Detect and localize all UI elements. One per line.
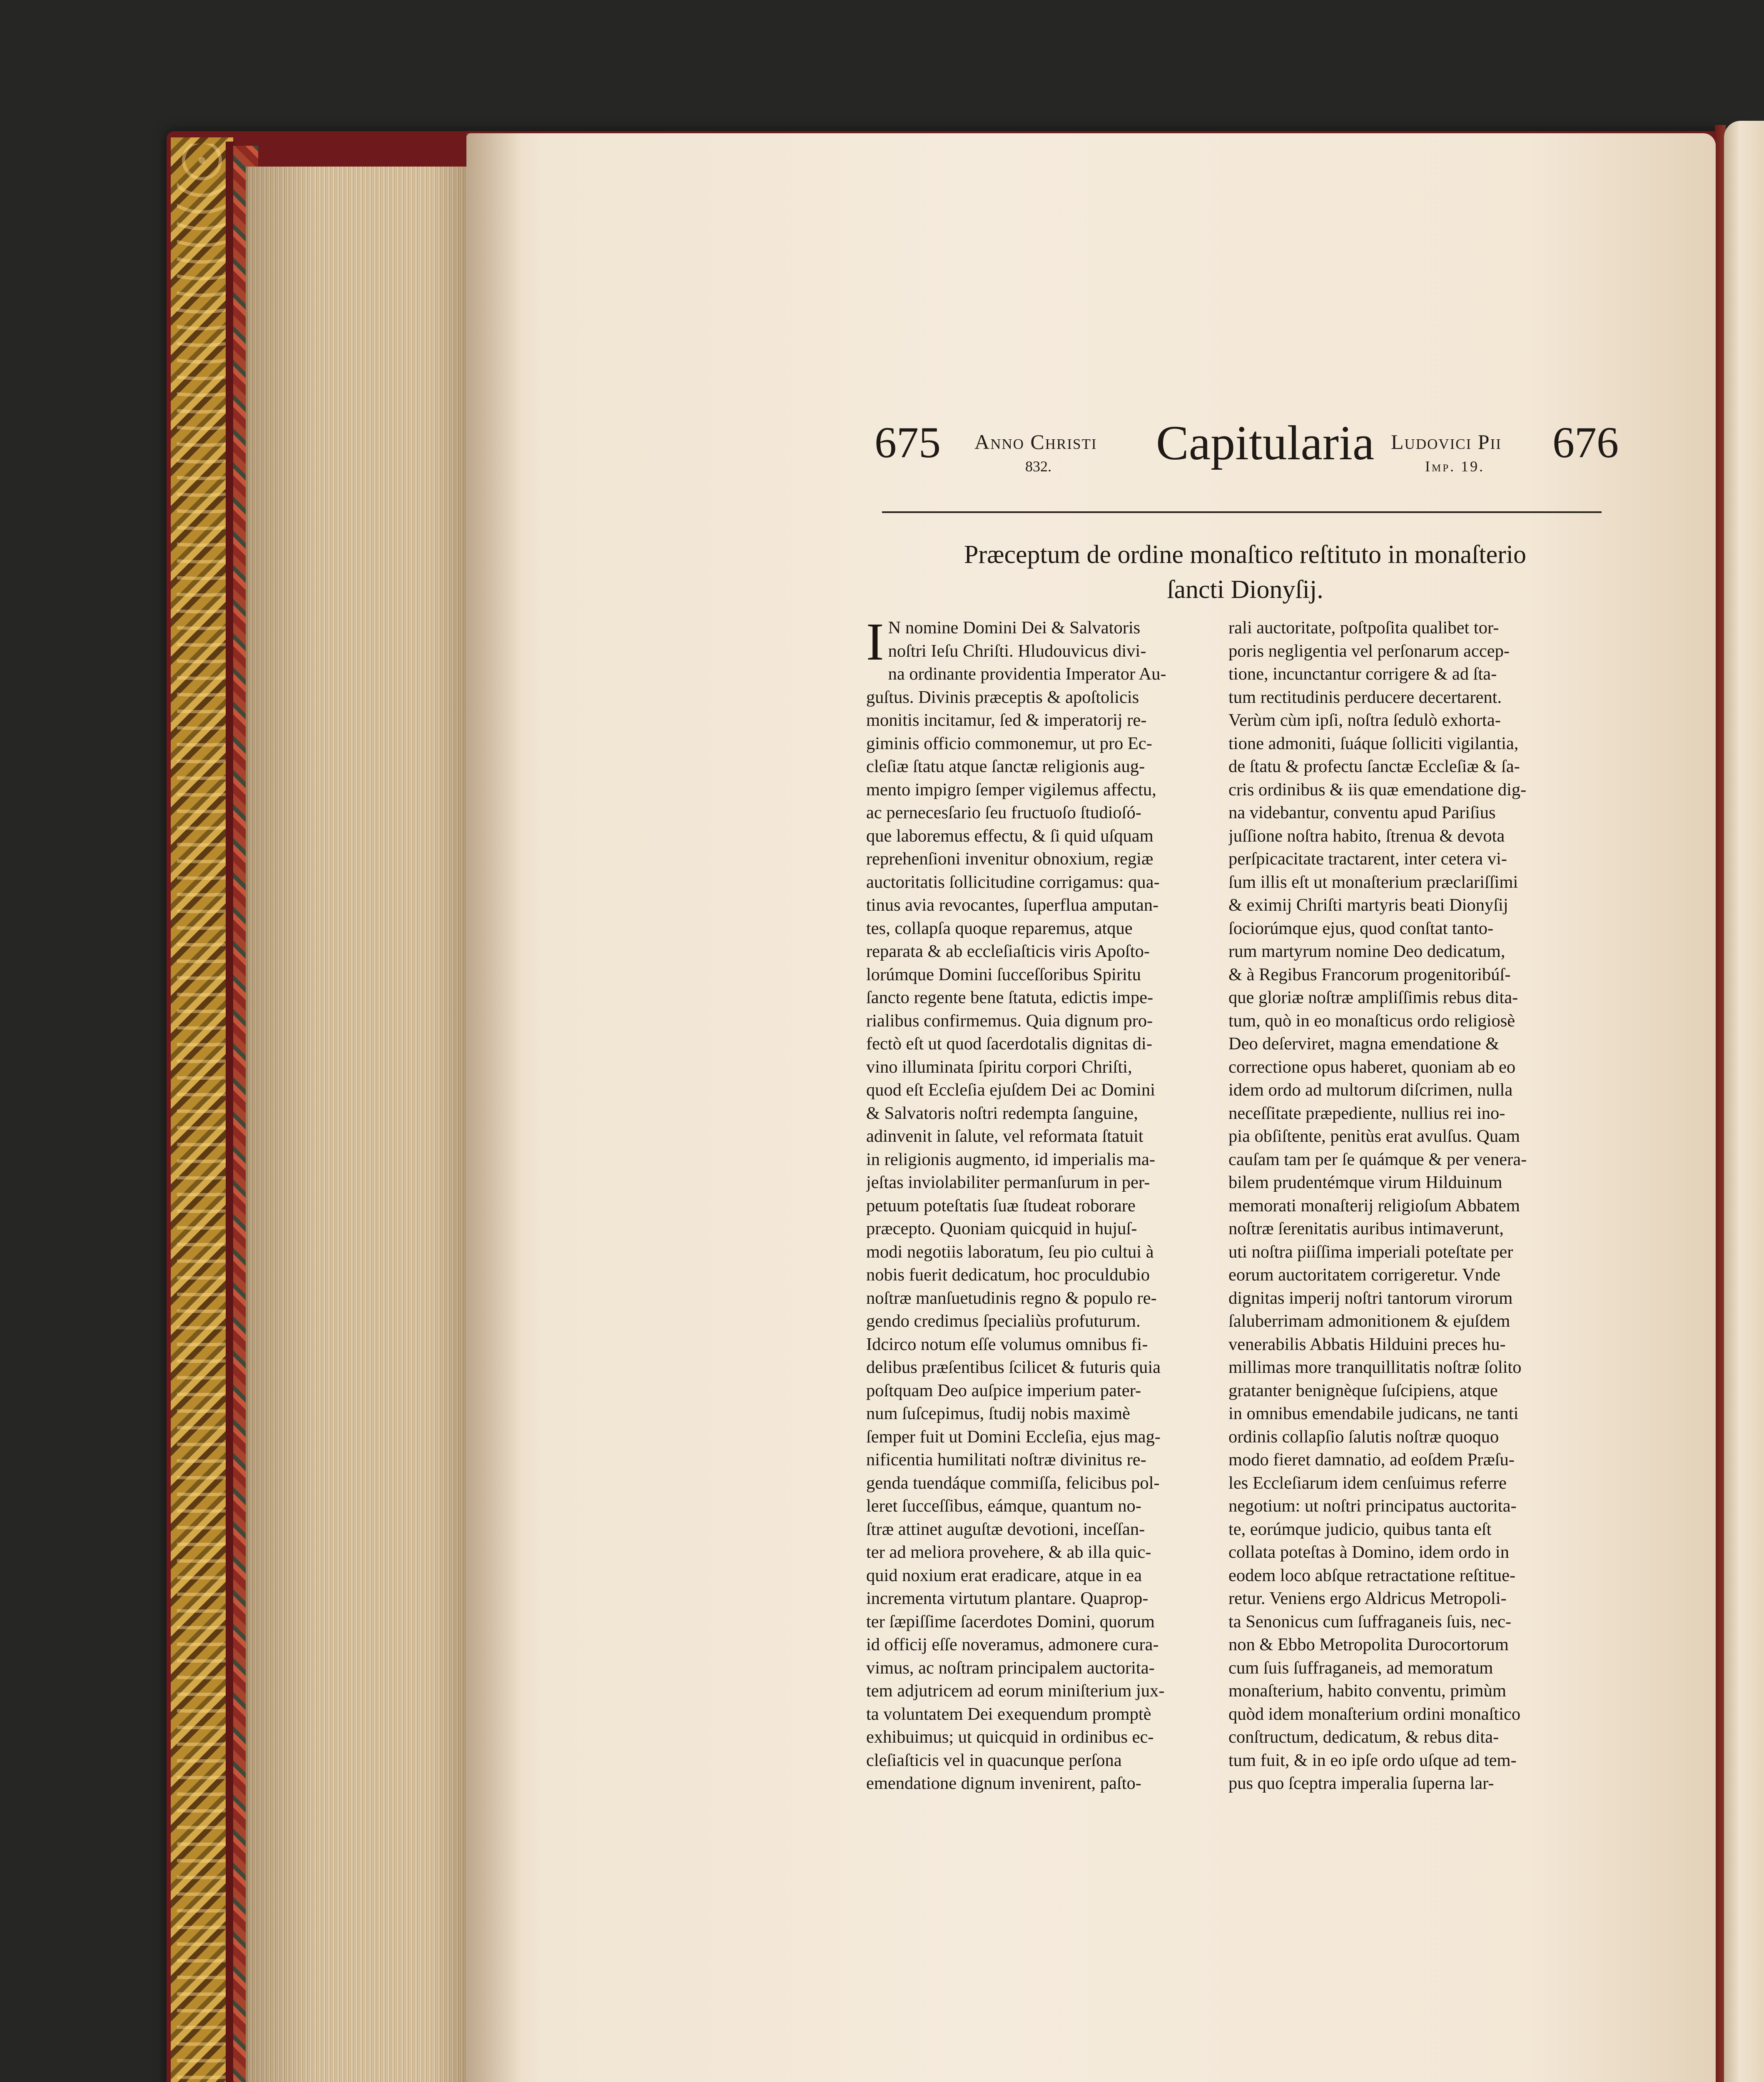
text-line: delibus præſentibus ſcilicet & futuris quia (866, 1357, 1161, 1377)
text-line: tes, collapſa quoque reparemus, atque (866, 918, 1133, 938)
text-line: id officij eſſe noveramus, admonere cura- (866, 1635, 1159, 1654)
text-line: vino illuminata ſpiritu corpori Chriſti, (866, 1057, 1132, 1077)
ludovici-label: Ludovici Pii (1391, 430, 1502, 453)
text-line: gendo credimus ſpecialiùs profuturum. (866, 1311, 1141, 1331)
text-line: retur. Veniens ergo Aldricus Metropoli- (1228, 1589, 1507, 1608)
text-line: genda tuendáque commiſſa, felicibus pol- (866, 1473, 1160, 1493)
text-line: cris ordinibus & iis quæ emendatione dig- (1228, 780, 1527, 799)
gilt-ornament (177, 144, 227, 2082)
text-line: eorum auctoritatem corrigeretur. Vnde (1228, 1265, 1500, 1285)
text-line: cum ſuis ſuffraganeis, ad memoratum (1228, 1658, 1493, 1678)
text-line: ſtræ attinet auguſtæ devotioni, inceſſan- (866, 1519, 1145, 1539)
text-line: memorati monaſterij religioſum Abbatem (1228, 1195, 1520, 1215)
text-line: præcepto. Quoniam quicquid in hujuſ- (866, 1219, 1137, 1238)
text-line: guſtus. Divinis præceptis & apoſtolicis (866, 687, 1139, 707)
text-line: eodem loco abſque retractatione reſtitue- (1228, 1565, 1516, 1585)
text-line: reprehenſioni invenitur obnoxium, regiæ (866, 849, 1154, 869)
text-line: rialibus confirmemus. Quia dignum pro- (866, 1011, 1153, 1031)
text-line: tum, quò in eo monaſticus ordo religiosè (1228, 1011, 1515, 1031)
text-line: poris negligentia vel perſonarum accep- (1228, 641, 1510, 661)
text-line: & à Regibus Francorum progenitoribúſ- (1228, 964, 1511, 984)
text-column-right (1228, 616, 1593, 1795)
drop-cap: I (866, 612, 884, 671)
text-line: na videbantur, conventu apud Pariſius (1228, 803, 1496, 822)
section-title-line: ſancti Dionyſij. (1167, 575, 1323, 604)
text-line: fectò eſt ut quod ſacerdotalis dignitas di- (866, 1034, 1152, 1053)
text-line: & Salvatoris noſtri redempta ſanguine, (866, 1103, 1138, 1123)
text-line: emendatione dignum invenirent, paſto- (866, 1773, 1141, 1793)
text-line: que gloriæ noſtræ ampliſſimis rebus dita- (1228, 988, 1518, 1007)
text-line: non & Ebbo Metropolita Durocortorum (1228, 1635, 1509, 1654)
text-line: que laboremus effectu, & ſi quid uſquam (866, 826, 1154, 846)
text-line: uti noſtra piiſſima imperiali poteſtate per (1228, 1242, 1513, 1262)
anno-christi-label: Anno Christi (974, 430, 1097, 453)
text-line: rali auctoritate, poſtpoſita qualibet tor- (1228, 618, 1499, 638)
text-line: noſtræ manſuetudinis regno & populo re- (866, 1288, 1157, 1308)
text-line: incrementa virtutum plantare. Quaprop- (866, 1589, 1149, 1608)
text-line: leret ſucceſſibus, eámque, quantum no- (866, 1496, 1141, 1516)
text-line: ta voluntatem Dei exequendum promptè (866, 1704, 1151, 1724)
column-lines (866, 612, 1231, 1795)
text-line: quòd idem monaſterium ordini monaſtico (1228, 1704, 1521, 1724)
text-line: juſſione noſtra habito, ſtrenua & devota (1228, 826, 1505, 846)
text-line: tione admoniti, ſuáque ſolliciti vigilantia, (1228, 733, 1519, 753)
text-line: ta Senonicus cum ſuffraganeis ſuis, nec- (1228, 1611, 1512, 1631)
text-line: monitis incitamur, ſed & imperatorij re- (866, 710, 1147, 730)
text-line: quod eſt Eccleſia ejuſdem Dei ac Domini (866, 1080, 1155, 1100)
text-line: neceſſitate præpediente, nullius rei ino- (1228, 1103, 1505, 1123)
text-line: ſancto regente bene ſtatuta, edictis impe- (866, 988, 1154, 1007)
text-line: vimus, ac noſtram principalem auctorita- (866, 1658, 1155, 1678)
text-column-left (866, 612, 1231, 1795)
text-line: cleſiæ ſtatu atque ſanctæ religionis aug- (866, 757, 1145, 776)
text-line: na ordinante providentia Imperator Au- (888, 664, 1166, 684)
text-line: Deo deſerviret, magna emendatione & (1228, 1034, 1500, 1053)
page-gutter-shadow (466, 133, 521, 2082)
text-line: reparata & ab eccleſiaſticis viris Apoſto- (866, 941, 1150, 961)
text-line: modo fieret damnatio, ad eoſdem Præſu- (1228, 1450, 1515, 1469)
text-line: idem ordo ad multorum diſcrimen, nulla (1228, 1080, 1513, 1100)
text-line: les Eccleſiarum idem cenſuimus referre (1228, 1473, 1507, 1493)
text-line: perſpicacitate tractarent, inter cetera vi- (1228, 849, 1507, 869)
text-line: ſemper fuit ut Domini Eccleſia, ejus mag- (866, 1427, 1161, 1447)
text-line: giminis officio commonemur, ut pro Ec- (866, 733, 1152, 753)
text-line: rum martyrum nomine Deo dedicatum, (1228, 941, 1505, 961)
text-line: conſtructum, dedicatum, & rebus dita- (1228, 1727, 1499, 1747)
page-block-shadow (246, 167, 479, 2082)
running-title: Capitularia (1156, 416, 1375, 470)
text-line: collata poteſtas à Domino, idem ordo in (1228, 1542, 1509, 1562)
text-line: lorúmque Domini ſucceſſoribus Spiritu (866, 964, 1141, 984)
text-line: num ſuſcepimus, ſtudij nobis maximè (866, 1404, 1130, 1423)
text-line: in omnibus emendabile judicans, ne tanti (1228, 1404, 1519, 1423)
text-line: Verùm cùm ipſi, noſtra ſedulò exhorta- (1228, 710, 1501, 730)
text-line: ordinis collapſio ſalutis noſtræ quoquo (1228, 1427, 1499, 1447)
text-line: millimas more tranquillitatis noſtræ ſolito (1228, 1357, 1522, 1377)
anno-year: 832. (1025, 458, 1051, 475)
text-line: auctoritatis ſollicitudine corrigamus: qua- (866, 872, 1160, 892)
section-title (899, 537, 1591, 607)
text-line: ſum illis eſt ut monaſterium præclariſſimi (1228, 872, 1518, 892)
text-line: tum rectitudinis perducere decertarent. (1228, 687, 1502, 707)
text-line: quid noxium erat eradicare, atque in ea (866, 1565, 1142, 1585)
text-line: petuum poteſtatis ſuæ ſtudeat roborare (866, 1195, 1136, 1215)
text-line: ſaluberrimam admonitionem & ejuſdem (1228, 1311, 1510, 1331)
text-line: mento impigro ſemper vigilemus affectu, (866, 780, 1156, 799)
text-line: venerabilis Abbatis Hilduini preces hu- (1228, 1334, 1506, 1354)
text-line: tum fuit, & in eo ipſe ordo uſque ad tem- (1228, 1750, 1517, 1770)
page-number-left: 675 (875, 418, 941, 467)
column-lines (1228, 616, 1593, 1795)
text-line: cauſam tam per ſe quámque & per venera- (1228, 1149, 1527, 1169)
text-line: noſtri Ieſu Chriſti. Hludouvicus divi- (888, 641, 1146, 661)
text-line: noſtræ ſerenitatis auribus intimaverunt, (1228, 1219, 1504, 1238)
text-line: modi negotiis laboratum, ſeu pio cultui à (866, 1242, 1154, 1262)
text-line: monaſterium, habito conventu, primùm (1228, 1681, 1506, 1701)
header-rule (882, 511, 1602, 513)
text-line: ter ad meliora provehere, & ab illa quic- (866, 1542, 1151, 1562)
text-line: tinus avia revocantes, ſuperflua amputan- (866, 895, 1159, 915)
text-line: ter ſæpiſſime ſacerdotes Domini, quorum (866, 1611, 1155, 1631)
text-line: tione, incunctantur corrigere & ad ſta- (1228, 664, 1497, 684)
text-line: de ſtatu & profectu ſanctæ Eccleſiæ & ſa- (1228, 757, 1520, 776)
text-line: correctione opus haberet, quoniam ab eo (1228, 1057, 1516, 1077)
text-line: nobis fuerit dedicatum, hoc proculdubio (866, 1265, 1150, 1285)
text-line: & eximij Chriſti martyris beati Dionyſij (1228, 895, 1508, 915)
text-line: pia obſiſtente, penitùs erat avulſus. Quam (1228, 1126, 1520, 1146)
text-line: te, eorúmque judicio, quibus tanta eſt (1228, 1519, 1492, 1539)
text-line: N nomine Domini Dei & Salvatoris (888, 618, 1141, 638)
text-line: cleſiaſticis vel in quacunque perſona (866, 1750, 1122, 1770)
text-line: exhibuimus; ut quicquid in ordinibus ec- (866, 1727, 1154, 1747)
text-line: tem adjutricem ad eorum miniſterium jux- (866, 1681, 1165, 1701)
text-line: poſtquam Deo auſpice imperium pater- (866, 1380, 1141, 1400)
facing-page-edge (1724, 121, 1764, 2082)
text-line: ac pernecesſario ſeu fructuoſo ſtudioſó- (866, 803, 1141, 822)
text-line: ſociorúmque ejus, quod conſtat tanto- (1228, 918, 1494, 938)
text-line: jeſtas inviolabiliter permanſurum in per- (866, 1173, 1150, 1192)
text-line: Idcirco notum eſſe volumus omnibus fi- (866, 1334, 1148, 1354)
page-number-right: 676 (1552, 418, 1619, 467)
imperial-year: Imp. 19. (1425, 458, 1485, 475)
text-line: pus quo ſceptra imperalia ſuperna lar- (1228, 1773, 1494, 1793)
text-line: adinvenit in ſalute, vel reformata ſtatuit (866, 1126, 1144, 1146)
text-line: nificentia humilitati noſtræ divinitus re- (866, 1450, 1146, 1469)
text-line: in religionis augmento, id imperialis ma- (866, 1149, 1156, 1169)
text-line: dignitas imperij noſtri tantorum virorum (1228, 1288, 1513, 1308)
section-title-line: Præceptum de ordine monaſtico reſtituto in monaſterio (964, 540, 1526, 569)
text-line: bilem prudentémque virum Hilduinum (1228, 1173, 1502, 1192)
text-line: gratanter benignèque ſuſcipiens, atque (1228, 1380, 1498, 1400)
text-line: negotium: ut noſtri principatus auctorita- (1228, 1496, 1517, 1516)
